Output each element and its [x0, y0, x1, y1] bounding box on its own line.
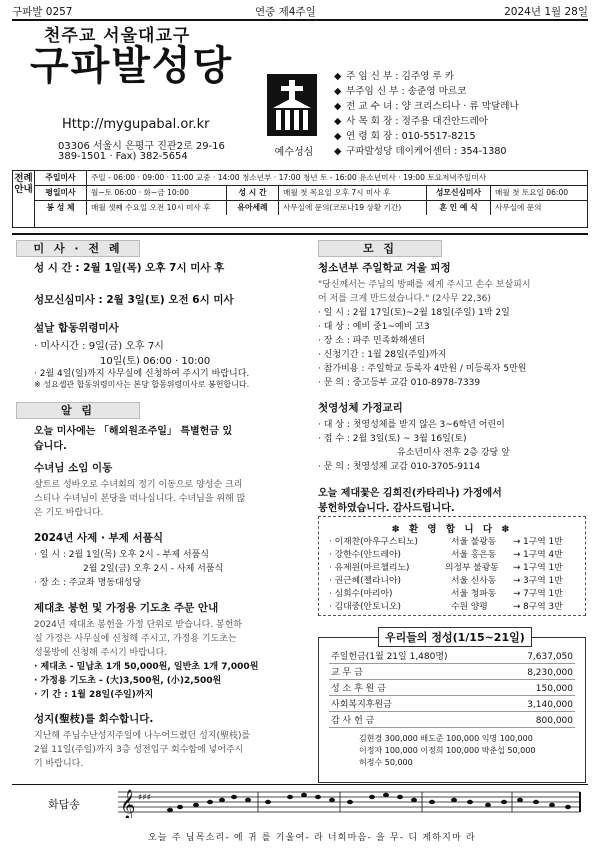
table-cell: 매월 셋째 수요일 오전 10시 미사 후 [87, 201, 227, 215]
sister-transfer-text: 샬트르 성바오로 수녀회의 정기 이동으로 양성순 크리 [34, 480, 243, 490]
offering-box [318, 637, 586, 783]
candle-text: 성물방에 신청해 주시기 바랍니다. [34, 648, 168, 658]
table-cell: 월~토 06:00 · 화~금 10:00 [87, 186, 227, 200]
table-header-cell: 성모신심미사 [427, 186, 491, 200]
candle-deadline: · 기 간 : 1월 28일(주일)까지 [34, 690, 154, 700]
ordination-title: 2024년 사제 · 부제 서품식 [34, 532, 163, 544]
lunar-memorial-note: · 2월 4일(일)까지 사무실에 신청하여 주시기 바랍니다. [34, 369, 250, 379]
holy-hour-notice: 성 시 간 : 2월 1일(목) 오후 7시 미사 후 [34, 262, 225, 274]
youth-retreat-line: · 신청기간 : 1월 28일(주일)까지 [318, 350, 447, 360]
table-cell: 주일 - 06:00 · 09:00 · 11:00 교중 · 14:00 청소년부 · 17:00 청년 토 - 16:00 유소년미사 · 19:00 토요저녁주일미사 [91, 173, 487, 182]
table-cell: 사무실에 문의 [495, 203, 542, 212]
candle-price: · 가정용 기도초 - (大)3,500원, (小)2,500원 [34, 676, 222, 686]
youth-retreat-quote: "당신께서는 주님의 방패를 제게 주시고 손수 보살피시 [318, 280, 531, 290]
staff-item: ◆ 사 목 회 장 : 정주용 대건안드레아 [334, 116, 489, 127]
palm-text: 2월 11일(주일)까지 3층 성전입구 회수함에 넣어주시 [34, 745, 244, 755]
staff-item: ◆ 부주임 신 부 : 송준영 마르코 [334, 86, 467, 97]
youth-retreat-line: · 참가비용 : 주일학교 등록자 4만원 / 미등록자 5만원 [318, 364, 527, 374]
sacred-heart-logo [267, 74, 317, 136]
table-cell: 매월 첫 토요일 06:00 [495, 188, 569, 197]
issue-number: 구파발 0257 [12, 6, 73, 18]
psalm-lyrics: 오늘 주 님목소리- 에 귀 를 기울여- 라 너희마음- 을 무- 디 게하지마 라 [148, 833, 476, 843]
altar-flower-donation: 오늘 제대꽃은 김희진(카타리나) 가정에서 [318, 488, 502, 499]
welcome-title: ✽ 환 영 합 니 다 ✽ [391, 524, 513, 535]
table-bottom-rule [12, 233, 588, 235]
staff-item: ◆ 주 임 신 부 : 김주영 루 카 [334, 71, 455, 82]
first-communion-line: · 대 상 : 첫영성체를 받지 않은 3~6학년 어린이 [318, 420, 505, 430]
marian-mass-notice: 성모신심미사 : 2월 3일(토) 오전 6시 미사 [34, 294, 234, 306]
staff-item: ◆ 연 령 회 장 : 010-5517-8215 [334, 131, 476, 142]
lunar-memorial-time: · 미사시간 : 9일(금) 오후 7시 [34, 341, 164, 352]
table-cell: 사무실에 문의(코로나19 상황 기간) [279, 201, 427, 215]
offering-row: 성 소 후 원 금 150,000 [331, 684, 573, 694]
candle-text: 실 가정은 사무실에 신청해 주시고, 가정용 기도초는 [34, 634, 237, 644]
mass-schedule-table [12, 170, 588, 228]
ordination-line: 2월 2일(금) 오후 2시 - 사제 서품식 [83, 564, 224, 574]
palm-title: 성지(聖枝)를 회수합니다. [34, 713, 154, 725]
table-header-cell: 봉 성 체 [35, 201, 87, 215]
table-row [35, 201, 587, 215]
svg-text:𝄞: 𝄞 [120, 790, 136, 818]
parish-name: 구파발성당 [30, 43, 234, 89]
liturgical-season: 연중 제4주일 [255, 6, 316, 18]
staff-item: ◆ 전 교 수 녀 : 양 크리스티나 · 류 막달레나 [334, 101, 519, 112]
palm-text: 기 바랍니다. [34, 759, 84, 769]
section-title-recruit: 모 집 [318, 240, 442, 257]
issue-date: 2024년 1월 28일 [504, 6, 588, 18]
svg-text:♯♯♯: ♯♯♯ [138, 793, 152, 803]
offering-row: 감 사 헌 금 800,000 [331, 716, 573, 726]
lunar-memorial-title: 설날 합동위령미사 [34, 322, 119, 334]
offering-row: 사회복지후원금 3,140,000 [331, 700, 573, 710]
donor-list: 김현경 300,000 배도준 100,000 익명 100,000 [359, 734, 533, 743]
table-header-cell: 유아세례 [227, 201, 279, 215]
table-header-cell: 혼 인 예 식 [427, 201, 491, 215]
table-header-cell: 주일미사 [35, 171, 87, 185]
first-communion-line: · 문 의 : 첫영성체 교감 010-3705-9114 [318, 462, 481, 472]
youth-retreat-line: · 일 시 : 2월 17일(토)~2월 18일(주일) 1박 2일 [318, 308, 510, 318]
table-cell: 매월 첫 목요일 오후 7시 미사 후 [279, 186, 427, 200]
offering-title: 우리들의 정성(1/15~21일) [378, 627, 532, 647]
section-title-liturgy: 미 사 · 전 례 [16, 240, 140, 257]
section-title-notice: 알 림 [16, 402, 140, 419]
palm-text: 지난해 주님수난성지주일에 나누어드렸던 성지(聖枝)를 [34, 731, 251, 741]
sister-transfer-text: 스티나 수녀님이 본당을 떠나십니다. 수녀님을 위해 많 [34, 494, 246, 504]
staff-item: ◆ 구파발성당 데이케어센터 : 354-1380 [334, 146, 507, 157]
donor-list: 허정수 50,000 [359, 758, 413, 767]
lunar-memorial-time-2: 10일(토) 06:00 · 10:00 [100, 356, 211, 367]
offering-row: 교 무 금 8,230,000 [331, 668, 573, 678]
youth-retreat-title: 청소년부 주일학교 겨울 피정 [318, 262, 451, 274]
altar-flower-donation: 봉헌하였습니다. 감사드립니다. [318, 503, 455, 514]
table-row [35, 171, 587, 185]
sister-transfer-title: 수녀님 소임 이동 [34, 462, 113, 474]
responsorial-psalm-label: 화답송 [48, 798, 80, 811]
parish-url[interactable]: Http://mygupabal.or.kr [62, 117, 210, 132]
offering-row: 주일헌금(1월 21일 1,480명) 7,637,050 [331, 652, 573, 662]
youth-retreat-quote: 어 저를 크게 만드셨습니다." (2사무 22,36) [318, 294, 491, 304]
masthead-line [12, 4, 588, 18]
table-header-cell: 성 시 간 [227, 186, 279, 200]
candle-text: 2024년 제대초 봉헌을 가정 단위로 받습니다. 봉헌하 [34, 620, 243, 630]
youth-retreat-line: · 대 상 : 예비 중1~예비 고3 [318, 322, 430, 332]
notice-text: 습니다. [34, 441, 67, 452]
candle-price: · 제대초 - 밑납초 1개 50,000원, 일반초 1개 7,000원 [34, 662, 259, 672]
parish-address: 03306 서울시 은평구 진관2로 29-16 [58, 141, 225, 152]
music-staff [118, 786, 582, 818]
ordination-line: · 장 소 : 주교좌 명동대성당 [34, 578, 142, 588]
first-communion-line: · 접 수 : 2월 3일(토) ~ 3월 16일(토) [318, 434, 467, 444]
first-communion-title: 첫영성체 가정교리 [318, 402, 403, 414]
youth-retreat-line: · 장 소 : 파주 민족화해센터 [318, 336, 426, 346]
first-communion-line: 유소년미사 전후 2층 강당 앞 [397, 448, 510, 458]
table-header-cell: 평일미사 [35, 186, 87, 200]
table-row [35, 186, 587, 200]
sister-transfer-text: 은 기도 바랍니다. [34, 508, 104, 518]
lunar-memorial-note-2: ※ 성요셉관 합동위령미사는 본당 합동위령미사로 봉헌합니다. [34, 380, 250, 389]
notice-text: 오늘 미사에는 「해외원조주일」 특별헌금 있 [34, 426, 233, 437]
bottom-rule [12, 784, 588, 785]
diocese-name: 천주교 서울대교구 [44, 26, 191, 46]
welcome-box: ✽ 환 영 합 니 다 ✽ · 이재찬(아우구스티노) 서울 불광동 → 1구역 1반 · 강한수(안드레아) 서울 홍은동 → 1구역 4반 · 유제원(마르첼리노) 의정부 불광동 → 1구역 1반 · 권근혜(젤라니아) 서울 신사동 → 3구역 1반 · 심희수(마리아) 서울 청파동 → 7구역 1반 · 김대중(안토니오) 수원 양평 → 8구역 3반 [318, 516, 586, 616]
youth-retreat-line: · 문 의 : 중고등부 교감 010-8978-7339 [318, 378, 481, 388]
logo-caption: 예수성심 [274, 147, 314, 158]
candle-title: 제대초 봉헌 및 가정용 기도초 주문 안내 [34, 602, 219, 614]
parish-phone: 389-1501 · Fax) 382-5654 [58, 151, 188, 162]
ordination-line: · 일 시 : 2월 1일(목) 오후 2시 - 부제 서품식 [34, 550, 209, 560]
donor-list: 이정자 100,000 이정희 100,000 박춘섭 50,000 [359, 746, 536, 755]
table-side-heading: 전례안내 [13, 171, 35, 227]
